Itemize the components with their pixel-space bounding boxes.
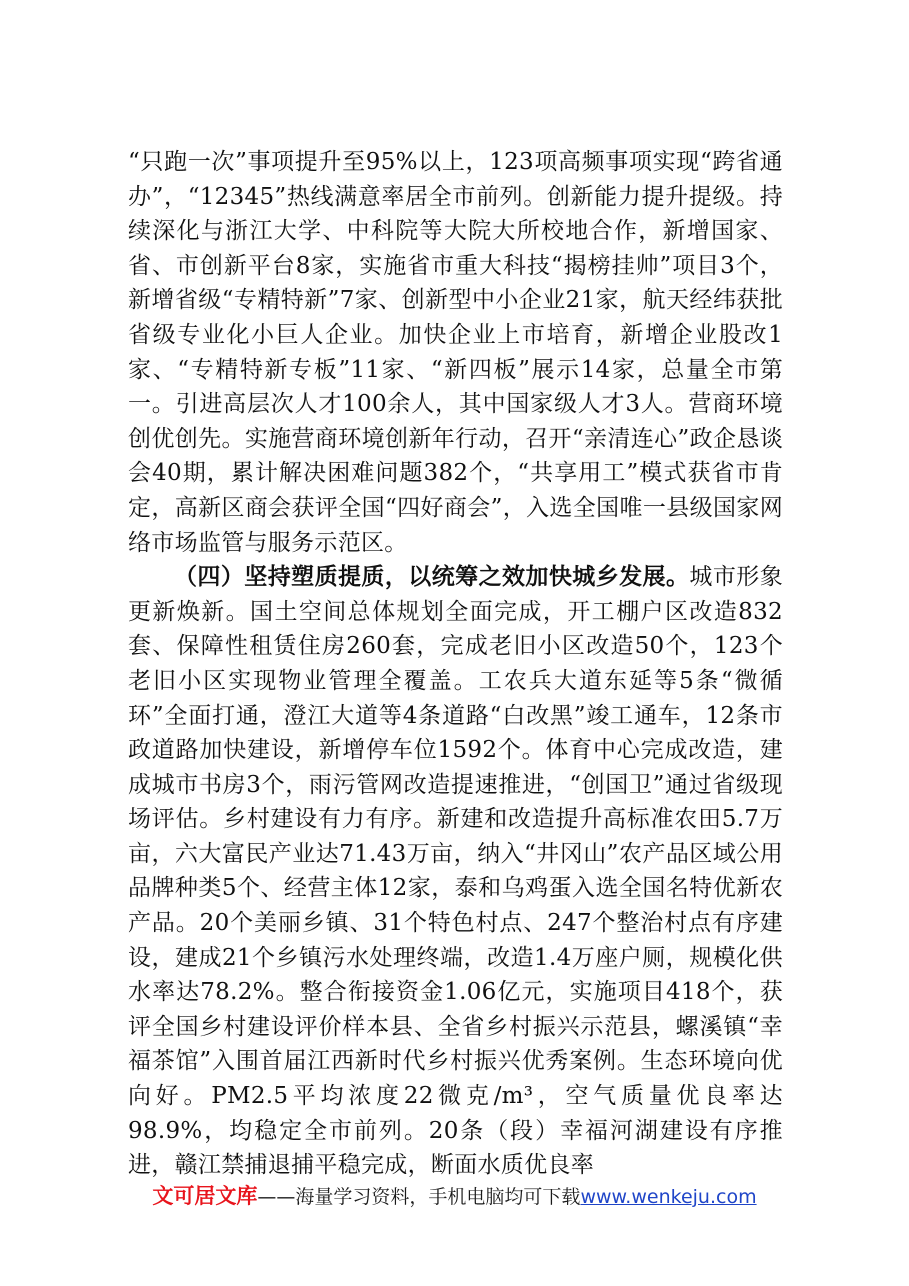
section-body: 城市形象更新焕新。国土空间总体规划全面完成，开工棚户区改造832套、保障性租赁住房260套，完成老旧小区改造50个，123个老旧小区实现物业管理全覆盖。工农兵大道东延等5条“微循环”全面打通，澄江大道等4条道路“白改黑”竣工通车，12条市政道路加快建设，新增停车位1592个。体育中心完成改造，建成城市书房3个，雨污管网改造提速推进，“创国卫”通过省级现场评估。乡村建设有力有序。新建和改造提升高标准农田5.7万亩，六大富民产业达71.43万亩，纳入“井冈山”农产品区域公用品牌种类5个、经营主体12家，泰和乌鸡蛋入选全国名特优新农产品。20个美丽乡镇、31个特色村点、247个整治村点有序建设，建成21个乡镇污水处理终端，改造1.4万座户厕，规模化供水率达78.2%。整合衔接资金1.06亿元，实施项目418个，获评全国乡村建设评价样本县、全省乡村振兴示范县，螺溪镇“幸福茶馆”入围首届江西新时代乡村振兴优秀案例。生态环境向优向好。PM2.5平均浓度22微克/m³，空气质量优良率达98.9%，均稳定全市前列。20条（段）幸福河湖建设有序推进，赣江禁捕退捕平稳完成，断面水质优良率	[128, 564, 783, 1179]
section-heading: （四）坚持塑质提质，以统筹之效加快城乡发展。	[174, 563, 690, 591]
paragraph-continued: “只跑一次”事项提升至95%以上，123项高频事项实现“跨省通办”，“12345”热线满意率居全市前列。创新能力提升提级。持续深化与浙江大学、中科院等大院大所校地合作，新增国家、省、市创新平台8家，实施省市重大科技“揭榜挂帅”项目3个，新增省级“专精特新”7家、创新型中小企业21家，航天经纬获批省级专业化小巨人企业。加快企业上市培育，新增企业股改1家、“专精特新专板”11家、“新四板”展示14家，总量全市第一。引进高层次人才100余人，其中国家级人才3人。营商环境创优创先。实施营商环境创新年行动，召开“亲清连心”政企恳谈会40期，累计解决困难问题382个，“共享用工”模式获省市肯定，高新区商会获评全国“四好商会”，入选全国唯一县级国家网络市场监管与服务示范区。	[128, 149, 783, 556]
footer-brand: 文可居文库	[152, 1184, 258, 1208]
footer-banner	[0, 1182, 909, 1211]
paragraph-section-four	[128, 560, 783, 1183]
footer-website-link[interactable]: www.wenkeju.com	[580, 1186, 757, 1208]
footer-slogan: ——海量学习资料，手机电脑均可下载	[257, 1186, 581, 1208]
document-body	[128, 145, 783, 1183]
